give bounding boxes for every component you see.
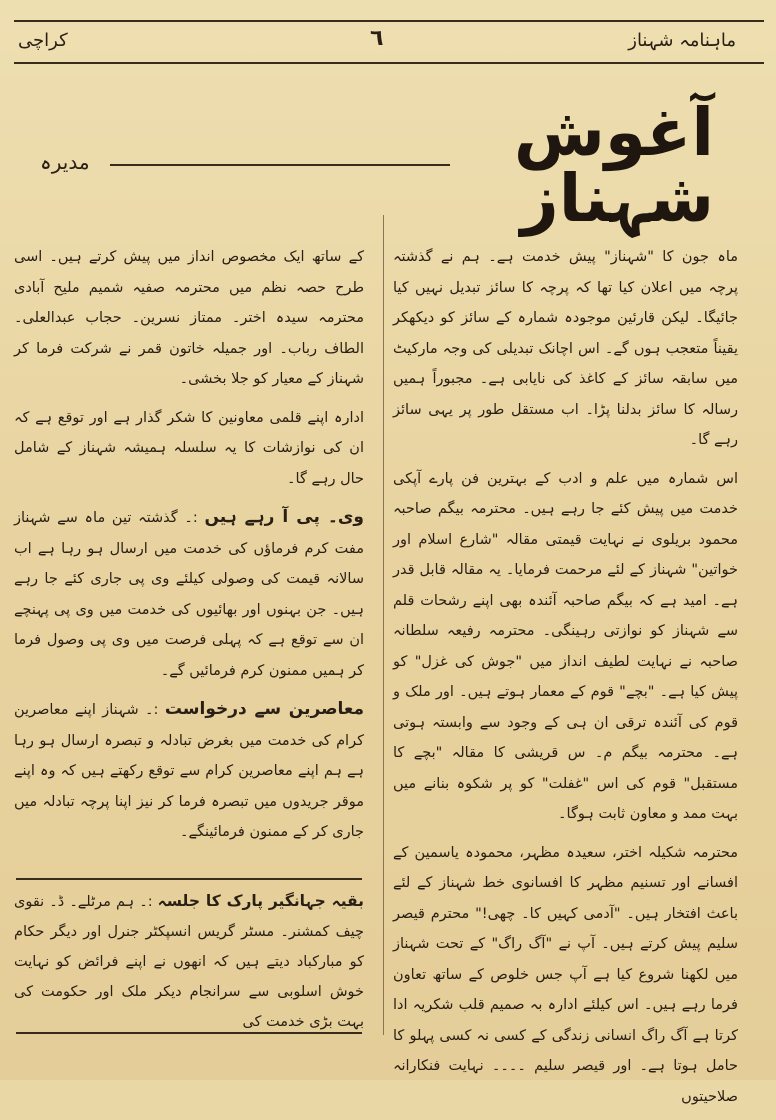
right-column: [393, 242, 738, 1120]
vp-heading: وی۔ پی آ رہے ہیں: [204, 507, 364, 527]
request-heading: معاصرین سے درخواست: [164, 699, 364, 719]
byline-rule: [110, 164, 450, 166]
vp-notice: [14, 502, 364, 686]
continued-note: [14, 886, 364, 1037]
request-notice: [14, 694, 364, 848]
byline: مدیرہ: [40, 150, 90, 174]
request-body: :۔ شہناز اپنے معاصرین کرام کی خدمت میں بغرض تبادلہ و تبصرہ ارسال ہو رہا ہے ہم اپنے معاصرین کرام سے توقع رکھتے ہیں کہ وہ اپنے موقر جریدوں میں تبصرہ فرما کر نیز اپنا پرچہ تبادلہ میں جاری کر کے ممنون فرمائینگے۔: [14, 702, 364, 840]
header-top-rule: [14, 20, 764, 22]
paragraph: محترمہ شکیلہ اختر، سعیدہ مظہر، محمودہ یاسمین کے افسانے اور تسنیم مظہر کا افسانوی خط شہناز کے لئے باعث افتخار ہیں۔ "آدمی کہیں کا۔ چھی!" محترم قیصر سلیم پیش کرتے ہیں۔ آپ نے "آگ راگ" کے تحت شہناز میں لکھنا شروع کیا ہے آپ جس خلوص کے ساتھ تعاون فرما رہے ہیں۔ اس کیلئے ادارہ بہ صمیم قلب شکریہ ادا کرتا ہے آگ راگ انسانی زندگی کے کسی نہ کسی پہلو کا حامل ہوتا ہے۔ اور قیصر سلیم ۔۔۔۔ نہایت فنکارانہ صلاحیتوں: [393, 844, 738, 1105]
column-divider: [383, 215, 384, 1035]
vp-body: :۔ گذشتہ تین ماہ سے شہناز مفت کرم فرماؤں کی خدمت میں ارسال ہو رہا ہے اب سالانہ قیمت کی وصولی کیلئے وی پی جاری کئے جا رہے ہیں۔ جن بہنوں اور بھائیوں کی خدمت میں وی پی پہنچے ان سے توقع ہے کہ پہلی فرصت میں وی پی وصول فرما کر ہمیں ممنون کرم فرمائیں گے۔: [14, 510, 364, 679]
box-top-rule: [16, 878, 362, 880]
paragraph: اس شمارہ میں علم و ادب کے بہترین فن پارے آپکی خدمت میں پیش کئے جا رہے ہیں۔ محترمہ بیگم صاحبہ محمود بریلوی نے نہایت قیمتی مقالہ "شارع اسلام اور خواتین" شہناز کے لئے مرحمت فرمایا۔ یہ مقالہ قابل قدر ہے۔ امید ہے کہ بیگم صاحبہ آئندہ بھی اپنے رشحات قلم سے شہناز کو نوازتی رہینگی۔ محترمہ رفیعہ سلطانہ صاحبہ نے نہایت لطیف انداز میں "جوش کی غزل" کو پیش کیا ہے۔ "بچے" قوم کے معمار ہوتے ہیں۔ اور ملک و قوم کی آئندہ ترقی ان ہی کے وجود سے وابستہ ہوتی ہے۔ محترمہ بیگم م۔ س قریشی کا مقالہ "بچے کا مستقبل" قوم کی اس "غفلت" کو پر شکوہ بنانے میں بہت ممد و معاون ثابت ہوگا۔: [393, 470, 738, 822]
page-title: آغوش شہناز: [513, 94, 714, 237]
box-bottom-rule: [16, 1032, 362, 1034]
left-column: [14, 242, 364, 856]
continued-heading: بقیہ جہانگیر پارک کا جلسہ: [157, 892, 364, 910]
continued-body: :۔ ہم مرٹلے۔ ڈ۔ نقوی چیف کمشنر۔ مسٹر گریس انسپکٹر جنرل اور دیگر حکام کو مبارکباد دیتے ہیں کہ انھوں نے اپنے فرائض کو نہایت خوش اسلوبی سے سرانجام دیکر ملک اور حکومت کی بہت بڑی خدمت کی: [14, 894, 364, 1030]
paragraph: کے ساتھ ایک مخصوص انداز میں پیش کرتے ہیں۔ اسی طرح حصہ نظم میں محترمہ صفیہ شمیم ملیح آبادی محترمہ سیدہ اختر۔ ممتاز نسرین۔ حجاب عبدالعلی۔ الطاف رباب۔ اور جمیلہ خاتون قمر نے شرکت فرما کر شہناز کے معیار کو جلا بخشی۔: [14, 249, 364, 387]
paragraph: ادارہ اپنے قلمی معاونین کا شکر گذار ہے اور توقع ہے کہ ان کی نوازشات کا یہ سلسلہ ہمیشہ شہناز کے شامل حال رہے گا۔: [14, 409, 364, 487]
paragraph: ماہ جون کا "شہناز" پیش خدمت ہے۔ ہم نے گذشتہ پرچہ میں اعلان کیا تھا کہ پرچہ کا سائز تبدیل نہیں کیا جائیگا۔ لیکن قارئین موجودہ شمارہ کے سائز کو دیکھکر یقیناً متعجب ہوں گے۔ اس اچانک تبدیلی کی وجہ مارکیٹ میں سابقہ سائز کے کاغذ کی نایابی ہے۔ مجبوراً ہمیں رسالہ کا سائز بدلنا پڑا۔ اب مستقل طور پر یہی سائز رہے گا۔: [393, 249, 738, 448]
city-name: کراچی: [18, 30, 68, 51]
page-number: ٦: [370, 26, 384, 51]
magazine-name: ماہنامہ شہناز: [628, 30, 736, 51]
header-bottom-rule: [14, 62, 764, 64]
